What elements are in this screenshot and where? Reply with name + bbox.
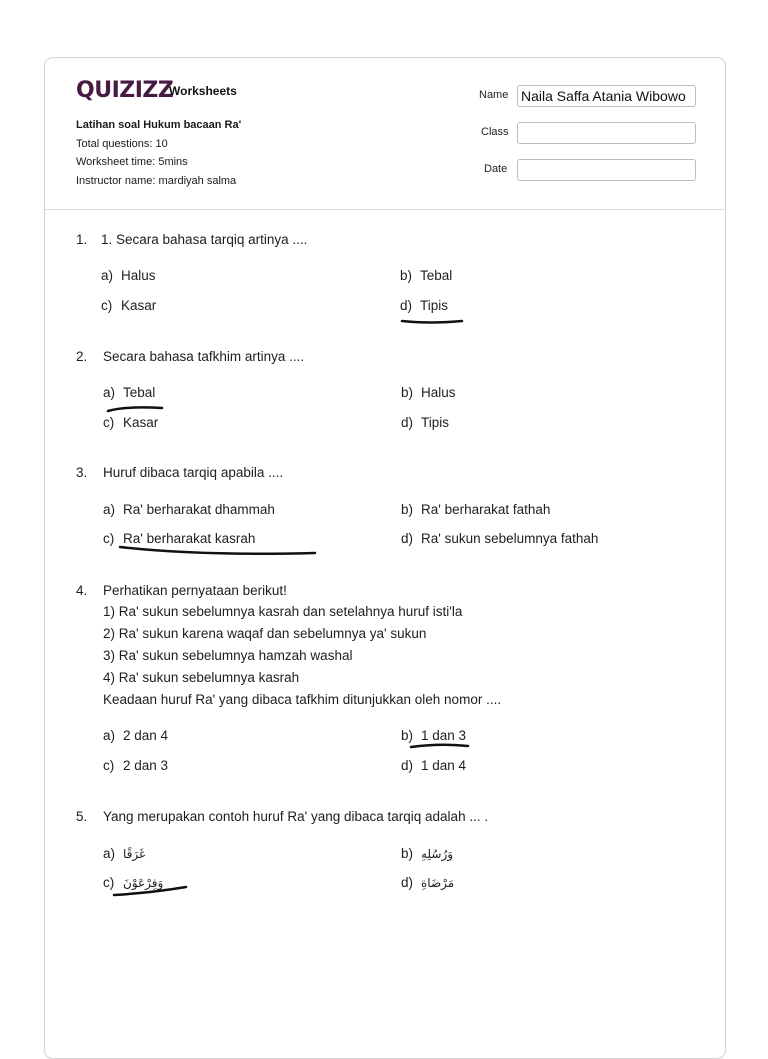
option-text-arabic: غَرَقًا xyxy=(123,847,146,861)
option-text: Ra' berharakat fathah xyxy=(421,502,551,517)
question-text: Secara bahasa tafkhim artinya .... xyxy=(103,349,305,364)
option[interactable] xyxy=(401,385,456,400)
option-text-arabic: مَرْضَاةِ xyxy=(421,876,455,890)
statement-line: 1) Ra' sukun sebelumnya kasrah dan setelahnya huruf isti'la xyxy=(103,604,463,619)
option-letter: c) xyxy=(103,758,115,773)
option[interactable] xyxy=(400,298,448,313)
name-field[interactable]: Naila Saffa Atania Wibowo xyxy=(517,85,696,107)
option-text: 1 dan 3 xyxy=(421,728,467,743)
option[interactable] xyxy=(103,875,163,890)
option-letter: a) xyxy=(103,846,116,861)
option[interactable] xyxy=(103,728,168,743)
option[interactable] xyxy=(401,502,550,517)
option[interactable] xyxy=(103,758,168,773)
worksheet-time: Worksheet time: 5mins xyxy=(76,156,188,168)
option-letter: c) xyxy=(103,531,115,546)
question-text: 1. Secara bahasa tarqiq artinya .... xyxy=(101,232,308,247)
option-letter: a) xyxy=(101,268,114,283)
option-text: Tipis xyxy=(420,298,449,313)
question-text: Yang merupakan contoh huruf Ra' yang dibaca tarqiq adalah ... . xyxy=(103,809,489,824)
option-letter: b) xyxy=(401,385,414,400)
option[interactable] xyxy=(401,531,598,546)
option-text: Ra' berharakat dhammah xyxy=(123,502,275,517)
option[interactable] xyxy=(101,298,156,313)
option-letter: b) xyxy=(401,502,414,517)
option-text-arabic: وَرُسُلِهِ xyxy=(421,847,454,861)
option[interactable] xyxy=(103,846,145,861)
option[interactable] xyxy=(400,268,452,283)
option[interactable] xyxy=(101,268,156,283)
logo-text: QUIZIZZ xyxy=(76,78,174,103)
question-number: 5. xyxy=(76,809,88,824)
class-label: Class xyxy=(481,126,509,138)
question-text: Huruf dibaca tarqiq apabila .... xyxy=(103,465,284,480)
option[interactable] xyxy=(103,502,275,517)
option[interactable] xyxy=(401,875,454,890)
option-text: Halus xyxy=(421,385,456,400)
option-letter: c) xyxy=(101,298,113,313)
option-letter: d) xyxy=(400,298,413,313)
question-statements xyxy=(103,601,501,711)
statement-line: Keadaan huruf Ra' yang dibaca tafkhim ditunjukkan oleh nomor .... xyxy=(103,692,502,707)
question-number: 4. xyxy=(76,583,88,598)
logo-subtitle: Worksheets xyxy=(169,84,237,98)
option[interactable] xyxy=(401,415,449,430)
total-questions: Total questions: 10 xyxy=(76,137,168,150)
option[interactable] xyxy=(103,415,158,430)
class-field[interactable] xyxy=(517,122,696,144)
option-text: Tebal xyxy=(420,268,453,283)
worksheet-page xyxy=(44,57,726,1059)
option[interactable] xyxy=(401,846,453,861)
date-label: Date xyxy=(484,163,508,175)
option-letter: d) xyxy=(401,415,414,430)
option-letter: a) xyxy=(103,385,116,400)
option-letter: a) xyxy=(103,502,116,517)
option-letter: d) xyxy=(401,531,414,546)
option-text: 2 dan 4 xyxy=(123,728,169,743)
option-text: Ra' berharakat kasrah xyxy=(123,531,256,546)
question-number: 2. xyxy=(76,349,88,364)
option-letter: a) xyxy=(103,728,116,743)
option-letter: c) xyxy=(103,875,115,890)
option-letter: d) xyxy=(401,758,414,773)
option-text: Tipis xyxy=(421,415,450,430)
option[interactable] xyxy=(401,728,466,743)
statement-line: 4) Ra' sukun sebelumnya kasrah xyxy=(103,670,300,685)
worksheet-meta xyxy=(76,116,241,190)
option-text: 1 dan 4 xyxy=(421,758,467,773)
worksheet-header xyxy=(45,58,725,210)
statement-line: 3) Ra' sukun sebelumnya hamzah washal xyxy=(103,648,353,663)
option-text: Kasar xyxy=(121,298,157,313)
question-number: 1. xyxy=(76,232,88,247)
option[interactable] xyxy=(103,385,155,400)
name-label: Name xyxy=(479,89,509,101)
question-text: Perhatikan pernyataan berikut! xyxy=(103,583,287,598)
question-number: 3. xyxy=(76,465,88,480)
worksheet-title: Latihan soal Hukum bacaan Ra' xyxy=(76,119,242,131)
option-letter: b) xyxy=(401,728,414,743)
date-field[interactable] xyxy=(517,159,696,181)
option-text: 2 dan 3 xyxy=(123,758,169,773)
option-letter: b) xyxy=(401,846,414,861)
option-text: Halus xyxy=(121,268,156,283)
option[interactable] xyxy=(103,531,255,546)
instructor-name: Instructor name: mardiyah salma xyxy=(76,174,237,187)
option-letter: c) xyxy=(103,415,115,430)
option-text: Tebal xyxy=(123,385,156,400)
statement-line: 2) Ra' sukun karena waqaf dan sebelumnya ya' sukun xyxy=(103,626,427,641)
option-text: Kasar xyxy=(123,415,159,430)
option-text: Ra' sukun sebelumnya fathah xyxy=(421,531,599,546)
option-letter: d) xyxy=(401,875,414,890)
option[interactable] xyxy=(401,758,466,773)
option-text-arabic: وَفِرْعَوْنَ xyxy=(123,876,164,890)
option-letter: b) xyxy=(400,268,413,283)
quizizz-logo xyxy=(76,78,173,106)
